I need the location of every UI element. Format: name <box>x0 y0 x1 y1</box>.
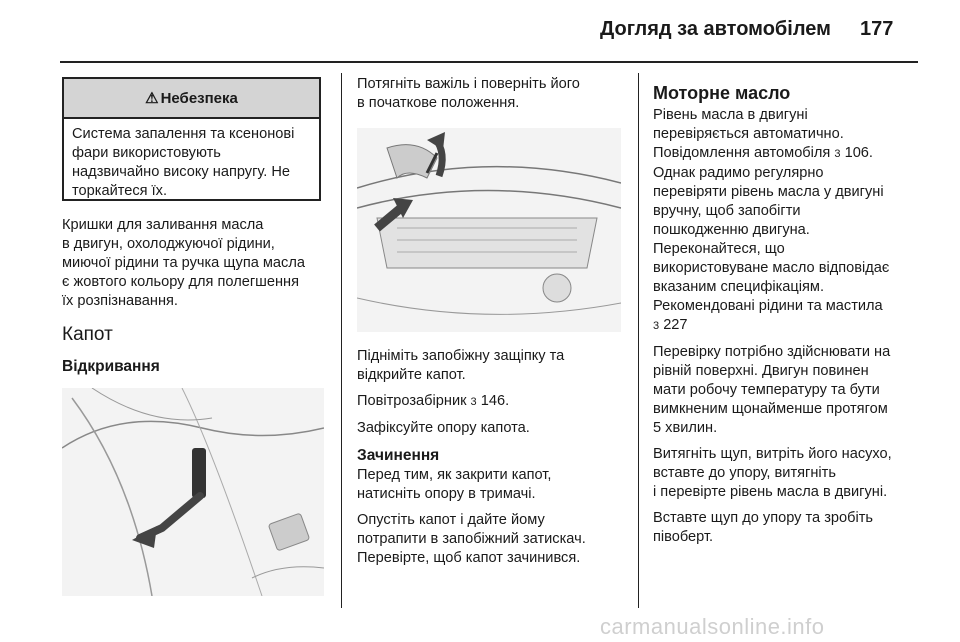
air-intake-line <box>357 392 627 412</box>
text-line: Кришки для заливання масла <box>62 217 264 233</box>
text-line: мати робочу температуру та бути <box>653 382 880 398</box>
section-title-engine-oil: Моторне масло <box>653 83 791 103</box>
text-line: потрапити в запобіжний затискач. <box>357 531 586 547</box>
text-span: Повідомлення автомобіля <box>653 145 835 161</box>
text-line: їх розпізнавання. <box>62 293 178 309</box>
engine-oil-text <box>653 106 928 547</box>
text-line: Перед тим, як закрити капот, <box>357 467 552 483</box>
text-line: відкрийте капот. <box>357 367 466 383</box>
text-line: в початкове положення. <box>357 95 520 111</box>
text-line: Вставте щуп до упору та зробіть <box>653 510 874 526</box>
text-line: Зафіксуйте опору капота. <box>357 420 530 436</box>
text-line: Рекомендовані рідини та мастила <box>653 298 883 314</box>
text-line: Рівень масла в двигуні <box>653 107 808 123</box>
fluids-ref-line <box>653 316 928 336</box>
text-line: перевіряти рівень масла у двигуні <box>653 184 884 200</box>
text-line: Переконайтеся, що <box>653 241 785 257</box>
text-line: перевіряється автоматично. <box>653 126 844 142</box>
warning-heading-text: Небезпека <box>160 90 238 107</box>
warning-line: торкайтеся їх. <box>72 183 168 199</box>
warning-triangle-icon: ⚠ <box>145 90 159 107</box>
page-ref[interactable]: 146. <box>480 393 510 409</box>
watermark: carmanualsonline.info <box>600 614 825 639</box>
page-ref-icon: 3 <box>470 396 477 408</box>
text-line: вимкненим щонайменше протягом <box>653 401 888 417</box>
illustration-hood-safety-catch <box>357 128 621 332</box>
text-line: в двигун, охолоджуючої рідини, <box>62 236 275 252</box>
warning-line: надзвичайно високу напругу. Не <box>72 164 291 180</box>
text-line: Перевірте, щоб капот зачинився. <box>357 550 581 566</box>
text-line: вставте до упору, витягніть <box>653 465 836 481</box>
subsection-closing: Зачинення <box>357 447 440 464</box>
text-line: використовуване масло відповідає <box>653 260 890 276</box>
hood-steps <box>357 347 627 568</box>
page-ref[interactable]: 106. <box>844 145 873 161</box>
warning-line: Система запалення та ксенонові <box>72 126 295 142</box>
text-line: натисніть опору в тримачі. <box>357 486 536 502</box>
page-header-title: Догляд за автомобілем <box>600 18 831 40</box>
text-span: Повітрозабірник <box>357 393 471 409</box>
page-ref-icon: 3 <box>653 320 660 332</box>
text-line: Потягніть важіль і поверніть його <box>357 76 580 92</box>
page-ref[interactable]: 227 <box>663 317 688 333</box>
warning-heading <box>64 79 319 119</box>
page-number: 177 <box>860 18 894 40</box>
text-line: Перевірку потрібно здійснювати на <box>653 344 891 360</box>
text-line: є жовтого кольору для полегшення <box>62 274 299 290</box>
warning-line: фари використовують <box>72 145 221 161</box>
illustration-hood-release-lever <box>62 388 324 596</box>
warning-text <box>64 119 319 207</box>
page-ref-icon: 3 <box>834 148 841 160</box>
column-divider-1 <box>341 73 342 608</box>
text-line: Однак радимо регулярно <box>653 165 824 181</box>
pull-lever-paragraph <box>357 75 627 113</box>
text-line: вказаним специфікаціям. <box>653 279 825 295</box>
text-line: миючої рідини та ручка щупа масла <box>62 255 305 271</box>
header-rule <box>60 61 918 63</box>
warning-box <box>62 77 321 201</box>
text-line: Опустіть капот і дайте йому <box>357 512 545 528</box>
intro-paragraph <box>62 216 332 311</box>
text-line: пошкодженню двигуна. <box>653 222 810 238</box>
column-divider-2 <box>638 73 639 608</box>
text-line: вручну, щоб запобігти <box>653 203 801 219</box>
subsection-opening: Відкривання <box>62 358 160 375</box>
section-title-hood: Капот <box>62 324 113 345</box>
text-line: рівній поверхні. Двигун повинен <box>653 363 869 379</box>
text-line: 5 хвилин. <box>653 420 718 436</box>
vehicle-message-line <box>653 144 928 164</box>
text-line: Витягніть щуп, витріть його насухо, <box>653 446 892 462</box>
text-line: півоберт. <box>653 529 714 545</box>
text-line: Підніміть запобіжну защіпку та <box>357 348 565 364</box>
text-line: і перевірте рівень масла в двигуні. <box>653 484 888 500</box>
